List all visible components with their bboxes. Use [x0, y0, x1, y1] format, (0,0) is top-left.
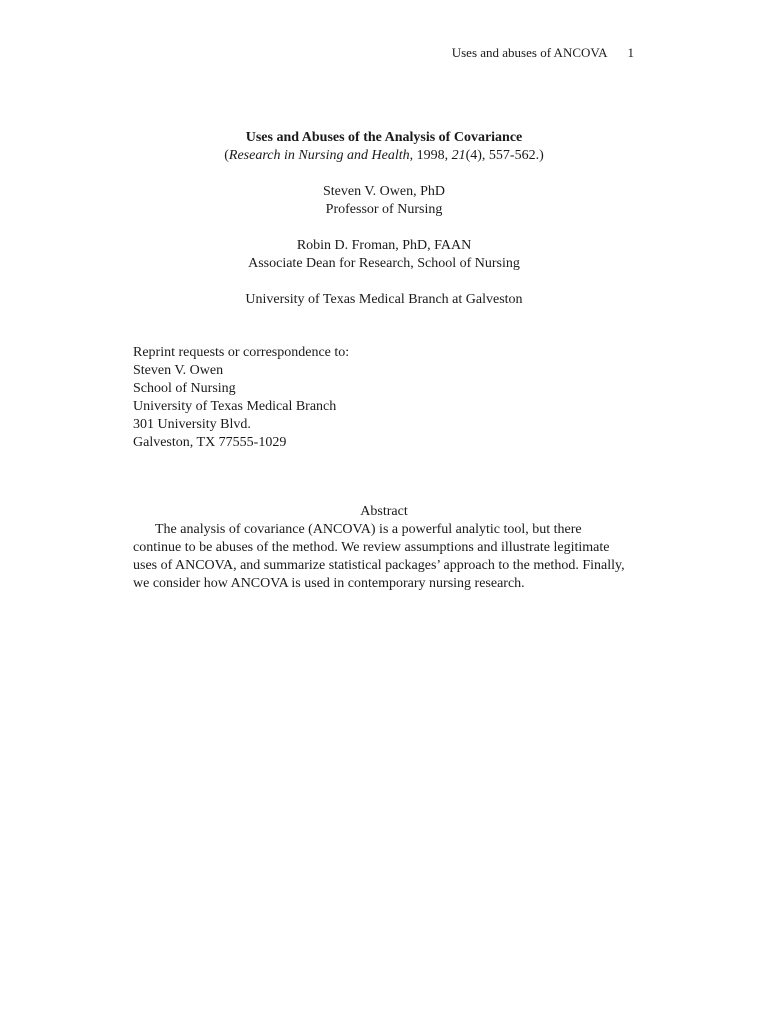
author-1-position: Professor of Nursing — [325, 202, 443, 217]
citation-volume: 21 — [451, 148, 466, 163]
address-line: 301 University Blvd. — [133, 417, 251, 432]
address-line: Steven V. Owen — [133, 363, 224, 378]
correspondence-block — [133, 344, 349, 452]
title-block — [0, 129, 768, 309]
paper-title: Uses and Abuses of the Analysis of Covariance — [245, 130, 523, 145]
citation-journal: Research in Nursing and Health — [228, 148, 410, 163]
correspondence-intro: Reprint requests or correspondence to: — [133, 345, 350, 360]
citation-year: , 1998, — [409, 148, 452, 163]
address-line: School of Nursing — [133, 381, 236, 396]
citation-open: ( — [224, 148, 229, 163]
affiliation: University of Texas Medical Branch at Galveston — [245, 292, 523, 307]
abstract-heading: Abstract — [360, 504, 408, 519]
author-1-name: Steven V. Owen, PhD — [323, 184, 445, 199]
citation — [0, 147, 768, 165]
citation-issue-pages: (4), 557-562.) — [465, 148, 544, 163]
author-2-name: Robin D. Froman, PhD, FAAN — [296, 238, 472, 253]
address-line: University of Texas Medical Branch — [133, 399, 337, 414]
author-2-position: Associate Dean for Research, School of Nursing — [248, 256, 520, 271]
abstract-text: The analysis of covariance (ANCOVA) is a powerful analytic tool, but there continue to be abuses of the method. We review assumptions and illustrate legitimate uses of ANCOVA, and summarize statistical packages’ approach to the method. Finally, we consider how ANCOVA is used in contemporary nursing research. — [133, 522, 625, 591]
running-title: Uses and abuses of ANCOVA — [451, 45, 608, 60]
address-line: Galveston, TX 77555-1029 — [133, 435, 287, 450]
page-number: 1 — [627, 45, 634, 60]
running-head — [452, 44, 634, 62]
